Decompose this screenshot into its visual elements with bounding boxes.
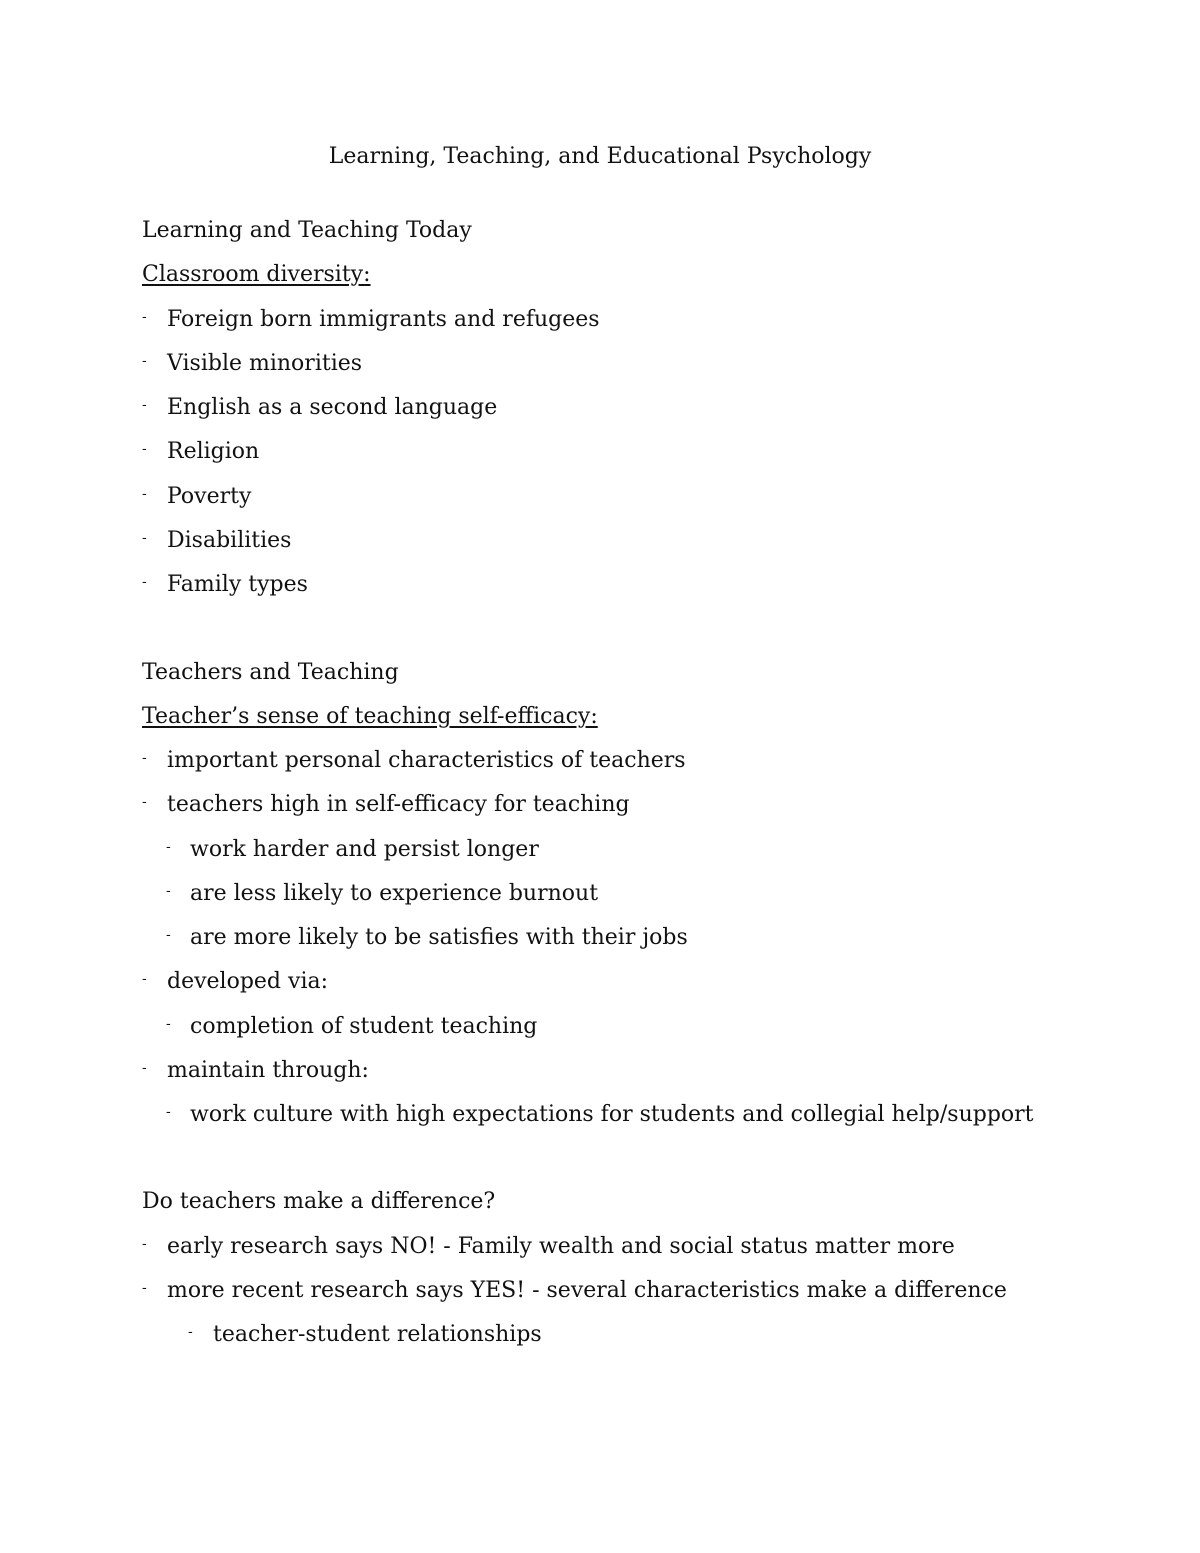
list-item: English as a second language bbox=[167, 395, 498, 420]
sub-list-item: teacher-student relationships bbox=[213, 1322, 542, 1347]
list-item: Disabilities bbox=[167, 528, 292, 553]
section-heading: Do teachers make a difference? bbox=[142, 1189, 496, 1214]
bullet-dash: - bbox=[166, 839, 171, 855]
list-item: teachers high in self-efficacy for teaching bbox=[167, 792, 630, 817]
bullet-dash: - bbox=[142, 1236, 147, 1252]
bullet-dash: - bbox=[142, 750, 147, 766]
list-item: maintain through: bbox=[167, 1058, 369, 1083]
document-title: Learning, Teaching, and Educational Psychology bbox=[328, 144, 872, 169]
section-subheading: Teacher’s sense of teaching self-efficacy: bbox=[142, 704, 598, 729]
section-subheading: Classroom diversity: bbox=[142, 262, 371, 287]
bullet-dash: - bbox=[166, 1016, 171, 1032]
bullet-dash: - bbox=[142, 794, 147, 810]
bullet-dash: - bbox=[142, 530, 147, 546]
bullet-dash: - bbox=[142, 1280, 147, 1296]
bullet-dash: - bbox=[142, 486, 147, 502]
list-item: Family types bbox=[167, 572, 308, 597]
bullet-dash: - bbox=[188, 1324, 193, 1340]
list-item: more recent research says YES! - several characteristics make a difference bbox=[167, 1278, 1007, 1303]
list-item: Visible minorities bbox=[167, 351, 363, 376]
bullet-dash: - bbox=[166, 927, 171, 943]
list-item: early research says NO! - Family wealth and social status matter more bbox=[167, 1234, 955, 1259]
list-item: Foreign born immigrants and refugees bbox=[167, 307, 600, 332]
bullet-dash: - bbox=[142, 353, 147, 369]
bullet-dash: - bbox=[166, 883, 171, 899]
list-item: Religion bbox=[167, 439, 260, 464]
bullet-dash: - bbox=[142, 1060, 147, 1076]
list-item: important personal characteristics of teachers bbox=[167, 748, 686, 773]
sub-list-item: completion of student teaching bbox=[190, 1014, 538, 1039]
sub-list-item: are less likely to experience burnout bbox=[190, 881, 599, 906]
bullet-dash: - bbox=[142, 397, 147, 413]
section-heading: Teachers and Teaching bbox=[142, 660, 399, 685]
bullet-dash: - bbox=[166, 1104, 171, 1120]
section-heading: Learning and Teaching Today bbox=[142, 218, 472, 243]
bullet-dash: - bbox=[142, 441, 147, 457]
bullet-dash: - bbox=[142, 574, 147, 590]
list-item: developed via: bbox=[167, 969, 329, 994]
list-item: Poverty bbox=[167, 484, 252, 509]
sub-list-item: work culture with high expectations for students and collegial help/support bbox=[190, 1102, 1034, 1127]
bullet-dash: - bbox=[142, 309, 147, 325]
sub-list-item: work harder and persist longer bbox=[190, 837, 539, 862]
sub-list-item: are more likely to be satisfies with their jobs bbox=[190, 925, 688, 950]
bullet-dash: - bbox=[142, 971, 147, 987]
